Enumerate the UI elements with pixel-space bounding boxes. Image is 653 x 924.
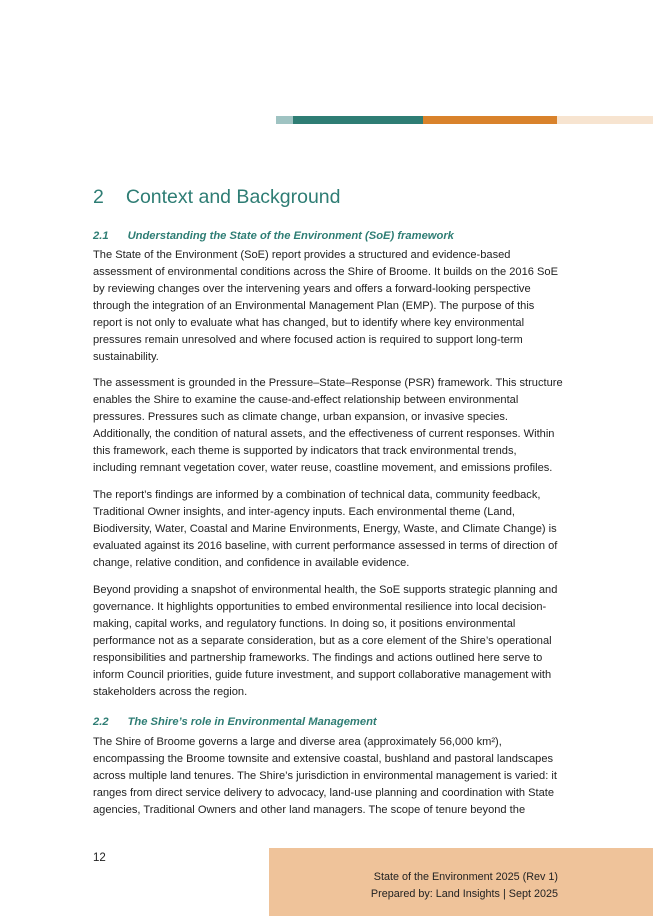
subsection-title: The Shire’s role in Environmental Management — [127, 716, 377, 728]
section-heading — [93, 186, 341, 209]
subsection-number: 2.2 — [93, 716, 109, 728]
section-number: 2 — [93, 186, 104, 208]
decorative-color-bars — [276, 116, 653, 124]
subsection-heading-2-2 — [93, 716, 377, 728]
page-number: 12 — [93, 852, 106, 864]
paragraph: The assessment is grounded in the Pressure–State–Response (PSR) framework. This structure enables the Shire to examine the cause-and-effect relationship between environmental pressures. Pressures such as climate change, urban expansion, or invasive species. Additionally, the condition of natural assets, and the effectiveness of current responses. Within this framework, each theme is supported by indicators that track environmental trends, including remnant vegetation cover, water reuse, coastline movement, and emissions profiles. — [93, 377, 563, 474]
subsection-heading-2-1 — [93, 230, 454, 242]
color-bar-teal — [293, 116, 423, 124]
section-title: Context and Background — [125, 186, 341, 208]
subsection-number: 2.1 — [93, 230, 109, 242]
paragraph: The State of the Environment (SoE) report provides a structured and evidence-based assessment of environmental conditions across the Shire of Broome. It builds on the 2016 SoE by reviewing changes over the intervening years and offers a forward-looking perspective through the integration of an Environmental Management Plan (EMP). The purpose of this report is not only to evaluate what has changed, but to identify where key environmental pressures remain unresolved and where focused action is required to support long-term sustainability. — [93, 249, 558, 363]
footer-panel — [269, 848, 653, 916]
paragraph: The report’s findings are informed by a combination of technical data, community feedback, Traditional Owner insights, and inter-agency inputs. Each environmental theme (Land, Biodiversity, Water, Coastal and Marine Environments, Energy, Waste, and Climate Change) is evaluated against its 2016 baseline, with current performance assessed in terms of direction of change, relative condition, and confidence in available evidence. — [93, 489, 558, 569]
footer-report-title: State of the Environment 2025 (Rev 1) — [373, 871, 558, 883]
footer-prepared-by: Prepared by: Land Insights | Sept 2025 — [370, 888, 558, 900]
paragraph: Beyond providing a snapshot of environmental health, the SoE supports strategic planning and governance. It highlights opportunities to embed environmental resilience into local decision-making, capital works, and regulatory functions. In doing so, it positions environmental performance not as a separate consideration, but as a core element of the Shire’s operational responsibilities and partnership frameworks. The findings and actions outlined here serve to inform Council priorities, guide future investment, and support collaborative management with stakeholders across the region. — [93, 584, 558, 698]
color-bar-light-teal — [276, 116, 293, 124]
subsection-title: Understanding the State of the Environment (SoE) framework — [127, 230, 454, 242]
color-bar-cream — [557, 116, 653, 124]
paragraph: The Shire of Broome governs a large and diverse area (approximately 56,000 km²), encompassing the Broome townsite and extensive coastal, bushland and pastoral landscapes across multiple land tenures. The Shire’s jurisdiction in environmental management is varied: it ranges from direct service delivery to advocacy, land-use planning and coordination with State agencies, Traditional Owners and other land managers. The scope of tenure beyond the — [93, 736, 557, 816]
color-bar-orange — [423, 116, 557, 124]
